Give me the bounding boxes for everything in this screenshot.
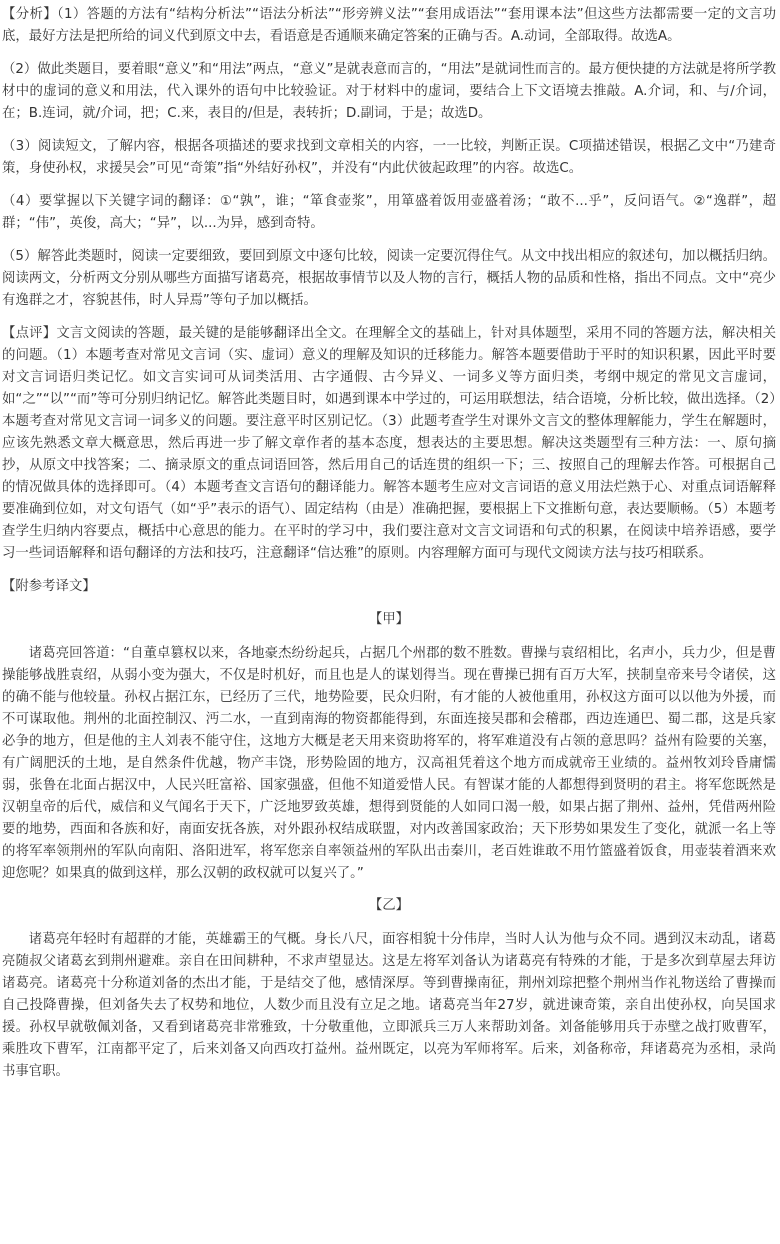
reference-translation-label: 【附参考译文】 bbox=[2, 579, 96, 594]
analysis-paragraph-3: （3）阅读短文，了解内容，根据各项描述的要求找到文章相关的内容，一一比较，判断正误。C项描述错误，根据乙文中“乃建奇策，身使孙权，求援吴会”可见“奇策”指“外结好孙权”，并没有“内此伏彼起政理”的内容。故选C。 bbox=[2, 139, 776, 176]
section-heading-yi: 【乙】 bbox=[368, 898, 410, 913]
analysis-paragraph-1: 【分析】（1）答题的方法有“结构分析法”“语法分析法”“形旁辨义法”“套用成语法”“套用课本法”但这些方法都需要一定的文言功底，最好方法是把所给的词义代到原文中去，看语意是否通顺来确定答案的正确与否。A.动词，全部取得。故选A。 bbox=[2, 7, 776, 44]
analysis-paragraph-4: （4）要掌握以下关键字词的翻译：①“孰”，谁；“箪食壶浆”，用箪盛着饭用壶盛着汤；“敢不...乎”，反问语气。②“逸群”，超群；“伟”，英俊，高大；“异”，以...为异，感到奇特。 bbox=[2, 194, 776, 231]
analysis-paragraph-2: （2）做此类题目，要着眼“意义”和“用法”两点，“意义”是就表意而言的，“用法”是就词性而言的。最方便快捷的方法就是将所学教材中的虚词的意义和用法，代入课外的语句中比较验证。对于材料中的虚词，要结合上下文语境去推敲。A.介词，和、与/介词，在；B.连词，就/介词，把；C.来，表目的/但是，表转折；D.副词，于是；故选D。 bbox=[2, 62, 776, 121]
section-heading-jia: 【甲】 bbox=[368, 612, 410, 627]
comment-paragraph: 【点评】文言文阅读的答题，最关键的是能够翻译出全文。在理解全文的基础上，针对具体题型，采用不同的答题方法，解决相关的问题。（1）本题考查对常见文言词（实、虚词）意义的理解及知识的迁移能力。解答本题要借助于平时的知识积累，因此平时要对文言词语归类记忆。如文言实词可从词类活用、古字通假、古今异义、一词多义等方面归类，考纲中规定的常见文言虚词，如“之”“以”“而”等可分别归纳记忆。解答此类题目时，如遇到课本中学过的，可运用联想法，结合语境，分析比较，做出选择。（2）本题考查对常见文言词一词多义的问题。要注意平时区别记忆。（3）此题考查学生对课外文言文的整体理解能力，学生在解题时，应该先熟悉文章大概意思，然后再进一步了解文章作者的基本态度，想表达的主要思想。解决这类题型有三种方法：一、原句摘抄，从原文中找答案；二、摘录原文的重点词语回答，然后用自己的话连贯的组织一下；三、按照自己的理解去作答。可根据自己的情况做具体的选择即可。（4）本题考查文言语句的翻译能力。解答本题考生应对文言词语的意义用法烂熟于心、对重点词语解释要准确到位如，对文句语气（如“乎”表示的语气）、固定结构（由是）准确把握，要根据上下文推断句意，表达要顺畅。（5）本题考查学生归纳内容要点，概括中心意思的能力。在平时的学习中，我们要注意对文言文词语和句式的积累，在阅读中培养语感，要学习一些词语解释和语句翻译的方法和技巧，注意翻译“信达雅”的原则。内容理解方面可与现代文阅读方法与技巧相联系。 bbox=[2, 326, 776, 561]
translation-yi-text: 诸葛亮年轻时有超群的才能，英雄霸王的气概。身长八尺，面容相貌十分伟岸，当时人认为他与众不同。遇到汉末动乱，诸葛亮随叔父诸葛玄到荆州避难。亲自在田间耕种，不求声望显达。这是左将军刘备认为诸葛亮有特殊的才能，于是多次到草屋去拜访诸葛亮。诸葛亮十分称道刘备的杰出才能，于是结交了他，感情深厚。等到曹操南征，荆州刘琮把整个荆州当作礼物送给了曹操而自己投降曹操，但刘备失去了权势和地位，人数少而且没有立足之地。诸葛亮当年27岁，就进谏奇策，亲自出使孙权，向吴国求援。孙权早就敬佩刘备，又看到诸葛亮非常雅致，十分敬重他，立即派兵三万人来帮助刘备。刘备能够用兵于赤壁之战打败曹军，乘胜攻下曹军，江南都平定了，后来刘备又向西攻打益州。益州既定，以亮为军师将军。后来，刘备称帝，拜诸葛亮为丞相，录尚书事官职。 bbox=[2, 932, 776, 1079]
analysis-paragraph-5: （5）解答此类题时，阅读一定要细致，要回到原文中逐句比较，阅读一定要沉得住气。从文中找出相应的叙述句，加以概括归纳。阅读两文，分析两文分别从哪些方面描写诸葛亮，根据故事情节以及人物的言行，概括人物的品质和性格，指出不同点。文中“亮少有逸群之才，容貌甚伟，时人异焉”等句子加以概括。 bbox=[2, 249, 776, 308]
translation-jia-text: 诸葛亮回答道：“自董卓篡权以来，各地豪杰纷纷起兵，占据几个州郡的数不胜数。曹操与袁绍相比，名声小，兵力少，但是曹操能够战胜袁绍，从弱小变为强大，不仅是时机好，而且也是人的谋划得当。现在曹操已拥有百万大军，挟制皇帝来号令诸侯，这的确不能与他较量。孙权占据江东，已经历了三代，地势险要，民众归附，有才能的人被他重用，孙权这方面可以以他为外援，而不可谋取他。荆州的北面控制汉、沔二水，一直到南海的物资都能得到，东面连接吴郡和会稽郡，西边连通巴、蜀二郡，这是兵家必争的地方，但是他的主人刘表不能守住，这地方大概是老天用来资助将军的，将军难道没有占领的意思吗？益州有险要的关塞，有广阔肥沃的土地，是自然条件优越，物产丰饶，形势险固的地方，汉高祖凭着这个地方而成就帝王业绩的。益州牧刘玲昏庸懦弱，张鲁在北面占据汉中，人民兴旺富裕、国家强盛，但他不知道爱惜人民。有智谋才能的人都想得到贤明的君主。将军您既然是汉朝皇帝的后代，威信和义气闻名于天下，广泛地罗致英雄，想得到贤能的人如同口渴一般，如果占据了荆州、益州，凭借两州险要的地势，西面和各族和好，南面安抚各族，对外跟孙权结成联盟，对内改善国家政治；天下形势如果发生了变化，就派一名上等的将军率领荆州的军队向南阳、洛阳进军，将军您亲自率领益州的军队出击秦川，老百姓谁敢不用竹篮盛着饭食，用壶装着酒来欢迎您呢？如果真的做到这样，那么汉朝的政权就可以复兴了。” bbox=[2, 646, 776, 881]
